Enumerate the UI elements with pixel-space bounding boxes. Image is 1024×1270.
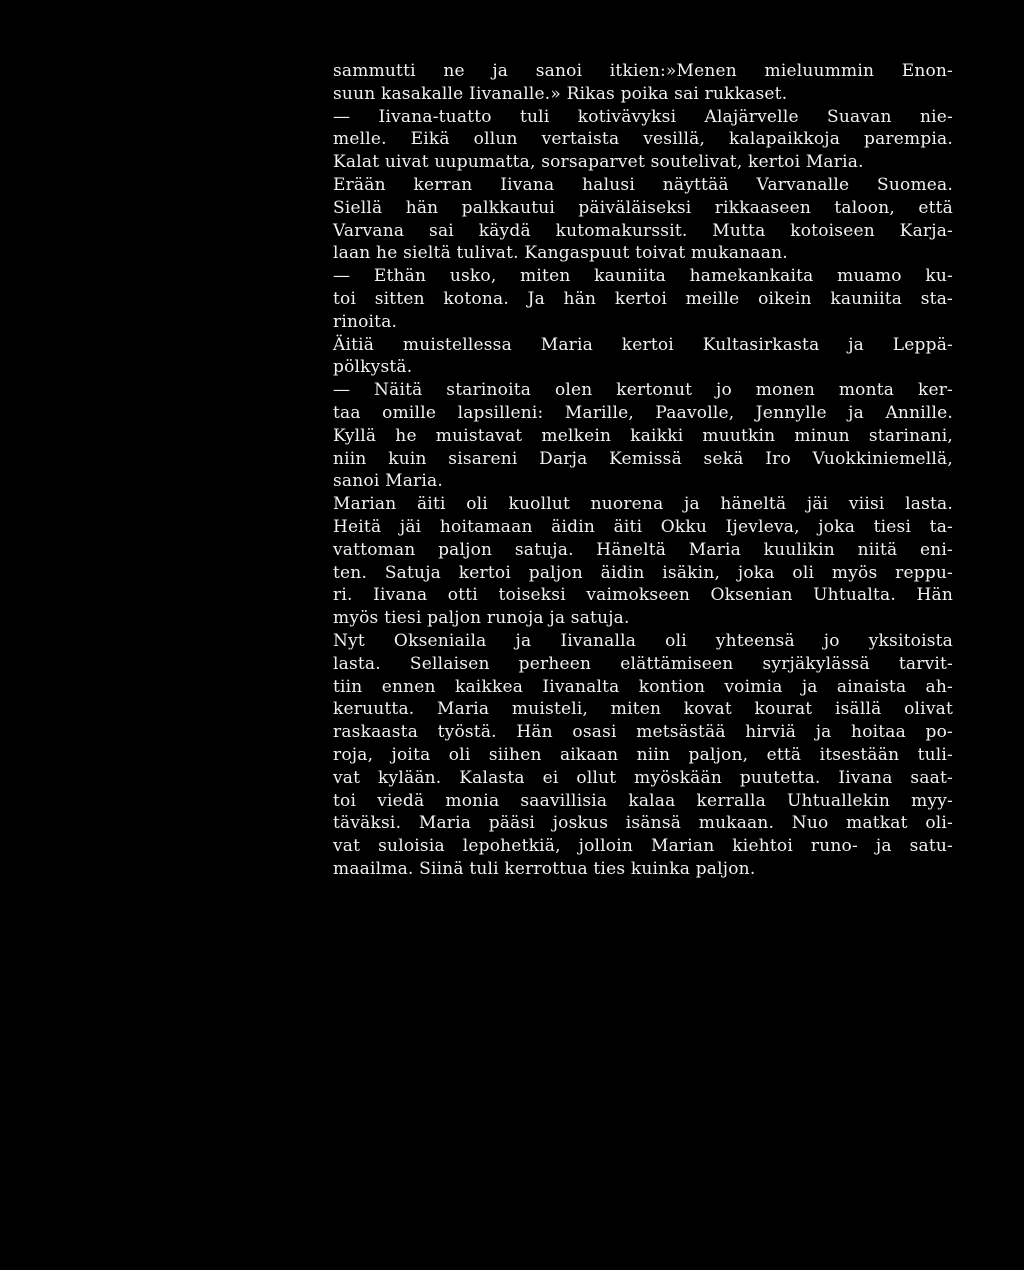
text-line: — Ethän usko, miten kauniita hamekankaita muamo ku- — [333, 266, 953, 287]
text-line: keruutta. Maria muisteli, miten kovat kourat isällä olivat — [333, 699, 953, 720]
text-line: tiin ennen kaikkea Iivanalta kontion voimia ja ainaista ah- — [333, 676, 953, 697]
text-line: Siellä hän palkkautui päiväläiseksi rikkaaseen taloon, että — [333, 197, 953, 218]
text-line: Varvana sai käydä kutomakurssit. Mutta kotoiseen Karja- — [333, 220, 953, 241]
text-line: laan he sieltä tulivat. Kangaspuut toivat mukanaan. — [333, 243, 788, 264]
text-line: Äitiä muistellessa Maria kertoi Kultasirkasta ja Leppä- — [333, 334, 953, 355]
text-line: myös tiesi paljon runoja ja satuja. — [333, 608, 630, 629]
text-line: ri. Iivana otti toiseksi vaimokseen Oksenian Uhtualta. Hän — [333, 585, 953, 606]
text-line: roja, joita oli siihen aikaan niin paljon, että itsestään tuli- — [333, 744, 953, 765]
text-line: lasta. Sellaisen perheen elättämiseen syrjäkylässä tarvit- — [333, 653, 953, 674]
text-line: Marian äiti oli kuollut nuorena ja häneltä jäi viisi lasta. — [333, 494, 953, 515]
text-line: sanoi Maria. — [333, 471, 443, 492]
text-line: suun kasakalle Iivanalle.» Rikas poika sai rukkaset. — [333, 83, 788, 104]
text-line: maailma. Siinä tuli kerrottua ties kuinka paljon. — [333, 858, 756, 879]
text-line: täväksi. Maria pääsi joskus isänsä mukaan. Nuo matkat oli- — [333, 813, 953, 834]
text-line: Heitä jäi hoitamaan äidin äiti Okku Ijevleva, joka tiesi ta- — [333, 516, 953, 537]
text-line: raskaasta työstä. Hän osasi metsästää hirviä ja hoitaa po- — [333, 722, 953, 743]
text-line: — Näitä starinoita olen kertonut jo monen monta ker- — [333, 380, 953, 401]
text-line: sammutti ne ja sanoi itkien:»Menen mieluummin Enon- — [333, 61, 953, 81]
text-line: vattoman paljon satuja. Häneltä Maria kuulikin niitä eni- — [333, 539, 953, 560]
text-line: niin kuin sisareni Darja Kemissä sekä Iro Vuokkiniemellä, — [333, 448, 953, 469]
text-line: Nyt Okseniaila ja Iivanalla oli yhteensä jo yksitoista — [333, 630, 953, 651]
text-line: Kyllä he muistavat melkein kaikki muutkin minun starinani, — [333, 425, 953, 446]
text-line: taa omille lapsilleni: Marille, Paavolle, Jennylle ja Annille. — [333, 402, 953, 423]
text-line: Kalat uivat uupumatta, sorsaparvet soutelivat, kertoi Maria. — [333, 152, 864, 173]
text-line: — Iivana-tuatto tuli kotivävyksi Alajärvelle Suavan nie- — [333, 106, 953, 127]
text-line: vat suloisia lepohetkiä, jolloin Marian kiehtoi runo- ja satu- — [333, 836, 953, 857]
text-line: toi viedä monia saavillisia kalaa kerralla Uhtuallekin myy- — [333, 790, 953, 811]
text-line: ten. Satuja kertoi paljon äidin isäkin, joka oli myös reppu- — [333, 562, 953, 583]
text-line: rinoita. — [333, 311, 398, 332]
text-line: pölkystä. — [333, 357, 413, 378]
text-line: Erään kerran Iivana halusi näyttää Varvanalle Suomea. — [333, 174, 953, 195]
text-line: melle. Eikä ollun vertaista vesillä, kalapaikkoja parempia. — [333, 129, 953, 150]
text-line: toi sitten kotona. Ja hän kertoi meille oikein kauniita sta- — [333, 288, 953, 309]
body-text — [333, 60, 953, 881]
text-line: vat kylään. Kalasta ei ollut myöskään puutetta. Iivana saat- — [333, 767, 953, 788]
